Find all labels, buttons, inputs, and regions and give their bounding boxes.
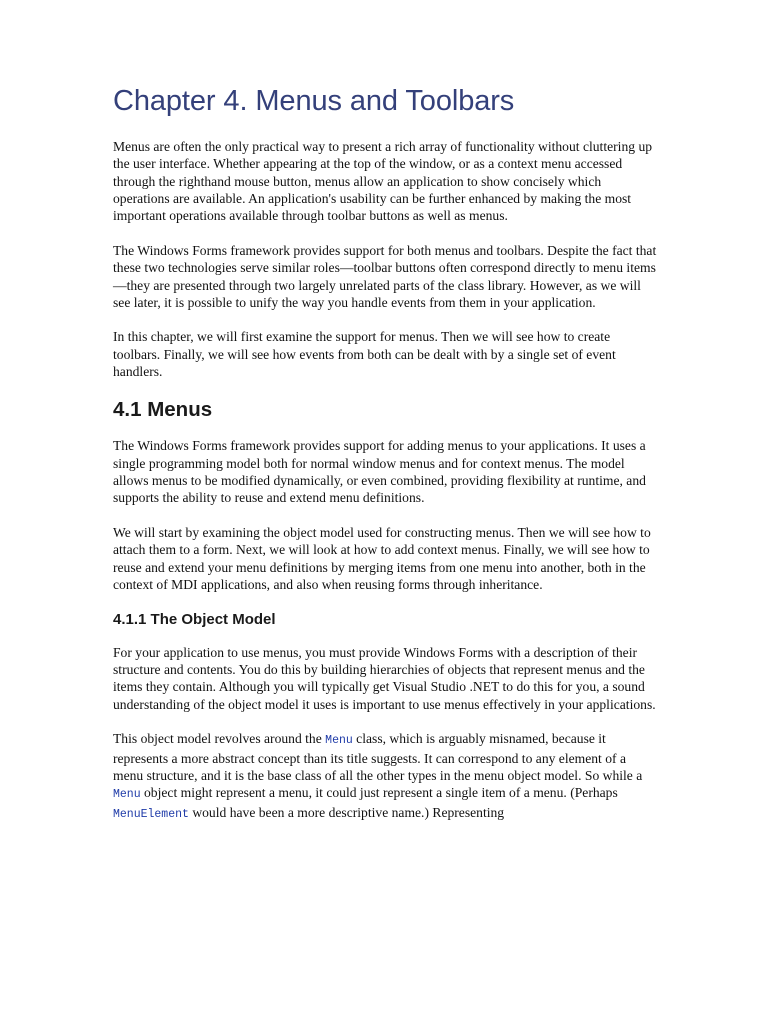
chapter-title: Chapter 4. Menus and Toolbars	[113, 85, 515, 117]
code-menu-class: Menu	[325, 734, 353, 748]
text-run: would have been a more descriptive name.) Representing	[188, 804, 505, 820]
object-model-paragraph-2	[113, 730, 658, 823]
section-heading-menus: 4.1 Menus	[113, 397, 213, 421]
text-run: This object model revolves around the	[113, 731, 326, 747]
intro-paragraph-1: Menus are often the only practical way to present a rich array of functionality without cluttering up the user interface. Whether appearing at the top of the window, or as a context menu accessed through the righthand mouse button, menus allow an application to show concisely which operations are available. An application's usability can be further enhanced by making the most important operations available through toolbar buttons as well as menus.	[113, 138, 653, 224]
menus-paragraph-1: The Windows Forms framework provides support for adding menus to your applications. It uses a single programming model both for normal window menus and for context menus. The model allows menus to be modified dynamically, or even combined, providing flexibility at runtime, and supports the ability to reuse and extend menu definitions.	[113, 438, 646, 506]
code-menuelement: MenuElement	[113, 807, 189, 821]
text-run: class, which is arguably misnamed, because it represents a more abstract concept than its title suggests. It can correspond to any element of a menu structure, and it is the base class of all the other types in the menu object model. So while a	[113, 731, 643, 783]
document-page	[113, 84, 658, 840]
text-run: object might represent a menu, it could just represent a single item of a menu. (Perhaps	[140, 785, 618, 801]
intro-paragraph-3: In this chapter, we will first examine the support for menus. Then we will see how to create toolbars. Finally, we will see how events from both can be dealt with by a single set of event handlers.	[113, 329, 616, 380]
object-model-paragraph-1: For your application to use menus, you must provide Windows Forms with a description of their structure and contents. You do this by building hierarchies of objects that represent menus and the items they contain. Although you will typically get Visual Studio .NET to do this for you, a sound understanding of the object model it uses is important to use menus effectively in your applications.	[113, 644, 656, 712]
subsection-heading-object-model: 4.1.1 The Object Model	[113, 610, 276, 628]
intro-paragraph-2: The Windows Forms framework provides support for both menus and toolbars. Despite the fact that these two technologies serve similar roles—toolbar buttons often correspond directly to menu items—they are presented through two largely unrelated parts of the class library. However, as we will see later, it is possible to unify the way you handle events from them in your application.	[113, 242, 657, 311]
code-menu-object: Menu	[113, 788, 141, 802]
menus-paragraph-2: We will start by examining the object model used for constructing menus. Then we will see how to attach them to a form. Next, we will look at how to add context menus. Finally, we will see how to reuse and extend your menu definitions by merging items from one menu into another, both in the context of MDI applications, and also when reusing forms through inheritance.	[113, 524, 651, 593]
